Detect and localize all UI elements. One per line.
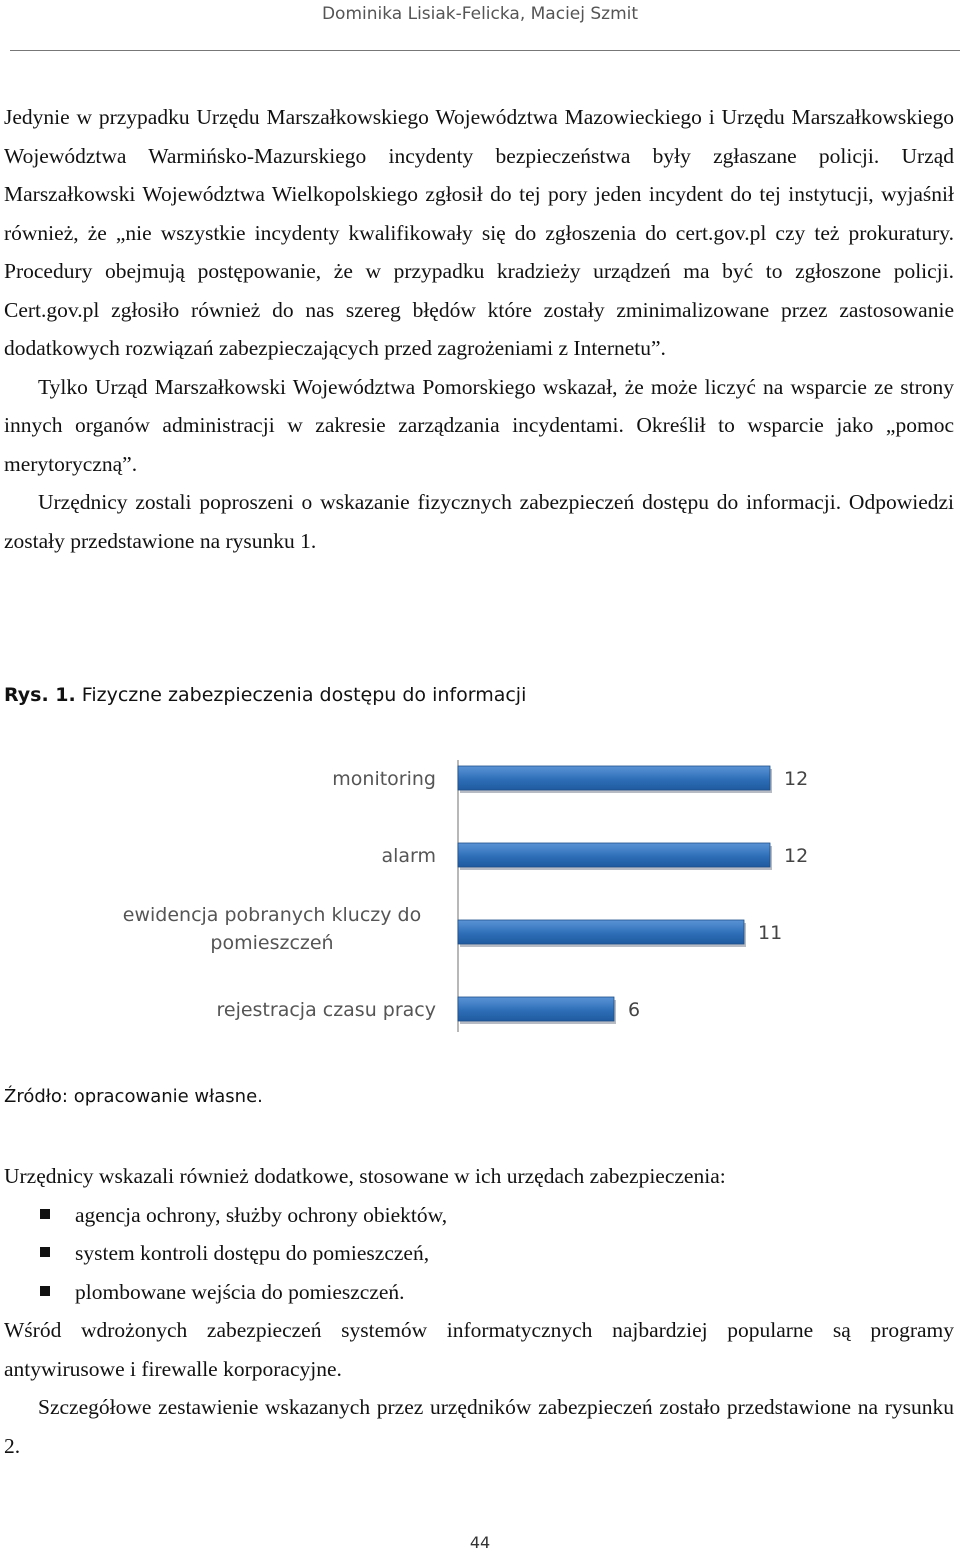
figure-title: Fizyczne zabezpieczenia dostępu do informacji — [81, 684, 527, 706]
data-label: 6 — [628, 999, 641, 1021]
body-text-bottom — [4, 1157, 954, 1465]
bar — [458, 920, 744, 944]
bullet-list — [4, 1196, 954, 1312]
figure-source: Źródło: opracowanie własne. — [4, 1086, 263, 1107]
paragraph: Urzędnicy zostali poproszeni o wskazanie fizycznych zabezpieczeń dostępu do informacji. Odpowiedzi zostały przedstawione na rysunku 1. — [4, 490, 954, 553]
paragraph: Urzędnicy wskazali również dodatkowe, stosowane w ich urzędach zabezpieczenia: — [4, 1164, 726, 1188]
paragraph: Tylko Urząd Marszałkowski Województwa Pomorskiego wskazał, że może liczyć na wsparcie ze strony innych organów administracji w zakresie zarządzania incydentami. Określił to wsparcie jako „pomoc merytoryczną”. — [4, 374, 954, 476]
data-label: 12 — [784, 845, 809, 867]
bar — [458, 766, 770, 790]
bar — [458, 997, 614, 1021]
running-head: Dominika Lisiak-Felicka, Maciej Szmit — [321, 4, 639, 24]
bullet-square-icon — [40, 1286, 50, 1296]
paragraph: Wśród wdrożonych zabezpieczeń systemów informatycznych najbardziej popularne są programy antywirusowe i firewalle korporacyjne. — [4, 1318, 954, 1381]
category-label: pomieszczeń — [210, 932, 334, 954]
category-label: monitoring — [332, 768, 436, 790]
header-rule — [10, 50, 960, 51]
bar — [458, 843, 770, 867]
list-item-text: agencja ochrony, służby ochrony obiektów, — [75, 1202, 448, 1227]
category-label: alarm — [381, 845, 436, 867]
figure-label: Rys. 1. — [4, 684, 76, 706]
list-item — [4, 1196, 954, 1235]
body-text-top — [4, 98, 954, 560]
list-item — [4, 1273, 954, 1312]
page-number: 44 — [469, 1533, 491, 1552]
paragraph: Szczegółowe zestawienie wskazanych przez urzędników zabezpieczeń zostało przedstawione na rysunku 2. — [4, 1395, 954, 1458]
category-label: rejestracja czasu pracy — [216, 999, 436, 1021]
data-label: 12 — [784, 768, 809, 790]
category-label: ewidencja pobranych kluczy do — [122, 904, 422, 926]
bullet-square-icon — [40, 1247, 50, 1257]
list-item-text: system kontroli dostępu do pomieszczeń, — [75, 1241, 430, 1265]
data-label: 11 — [758, 922, 783, 944]
bar-chart-svg — [110, 740, 850, 1040]
bullet-square-icon — [40, 1209, 50, 1219]
paragraph: Jedynie w przypadku Urzędu Marszałkowskiego Województwa Mazowieckiego i Urzędu Marszałkowskiego Województwa Warmińsko-Mazurskiego incydenty bezpieczeństwa były zgłaszane policji. Urząd Marszałkowski Województwa Wielkopolskiego zgłosił do tej pory jeden incydent do tej instytucji, wyjaśnił również, że „nie wszystkie incydenty kwalifikowały się do zgłoszenia do cert.gov.pl czy też prokuratury. Procedury obejmują postępowanie, że w przypadku kradzieży urządzeń ma być to zgłoszone policji. Cert.gov.pl zgłosiło również do nas szereg błędów które zostały zminimalizowane przez zastosowanie dodatkowych rozwiązań zabezpieczających przed zagrożeniami z Internetu”. — [4, 105, 954, 360]
bar-chart — [110, 740, 850, 1045]
figure-caption — [4, 684, 526, 706]
list-item — [4, 1234, 954, 1273]
list-item-text: plombowane wejścia do pomieszczeń. — [75, 1279, 405, 1304]
